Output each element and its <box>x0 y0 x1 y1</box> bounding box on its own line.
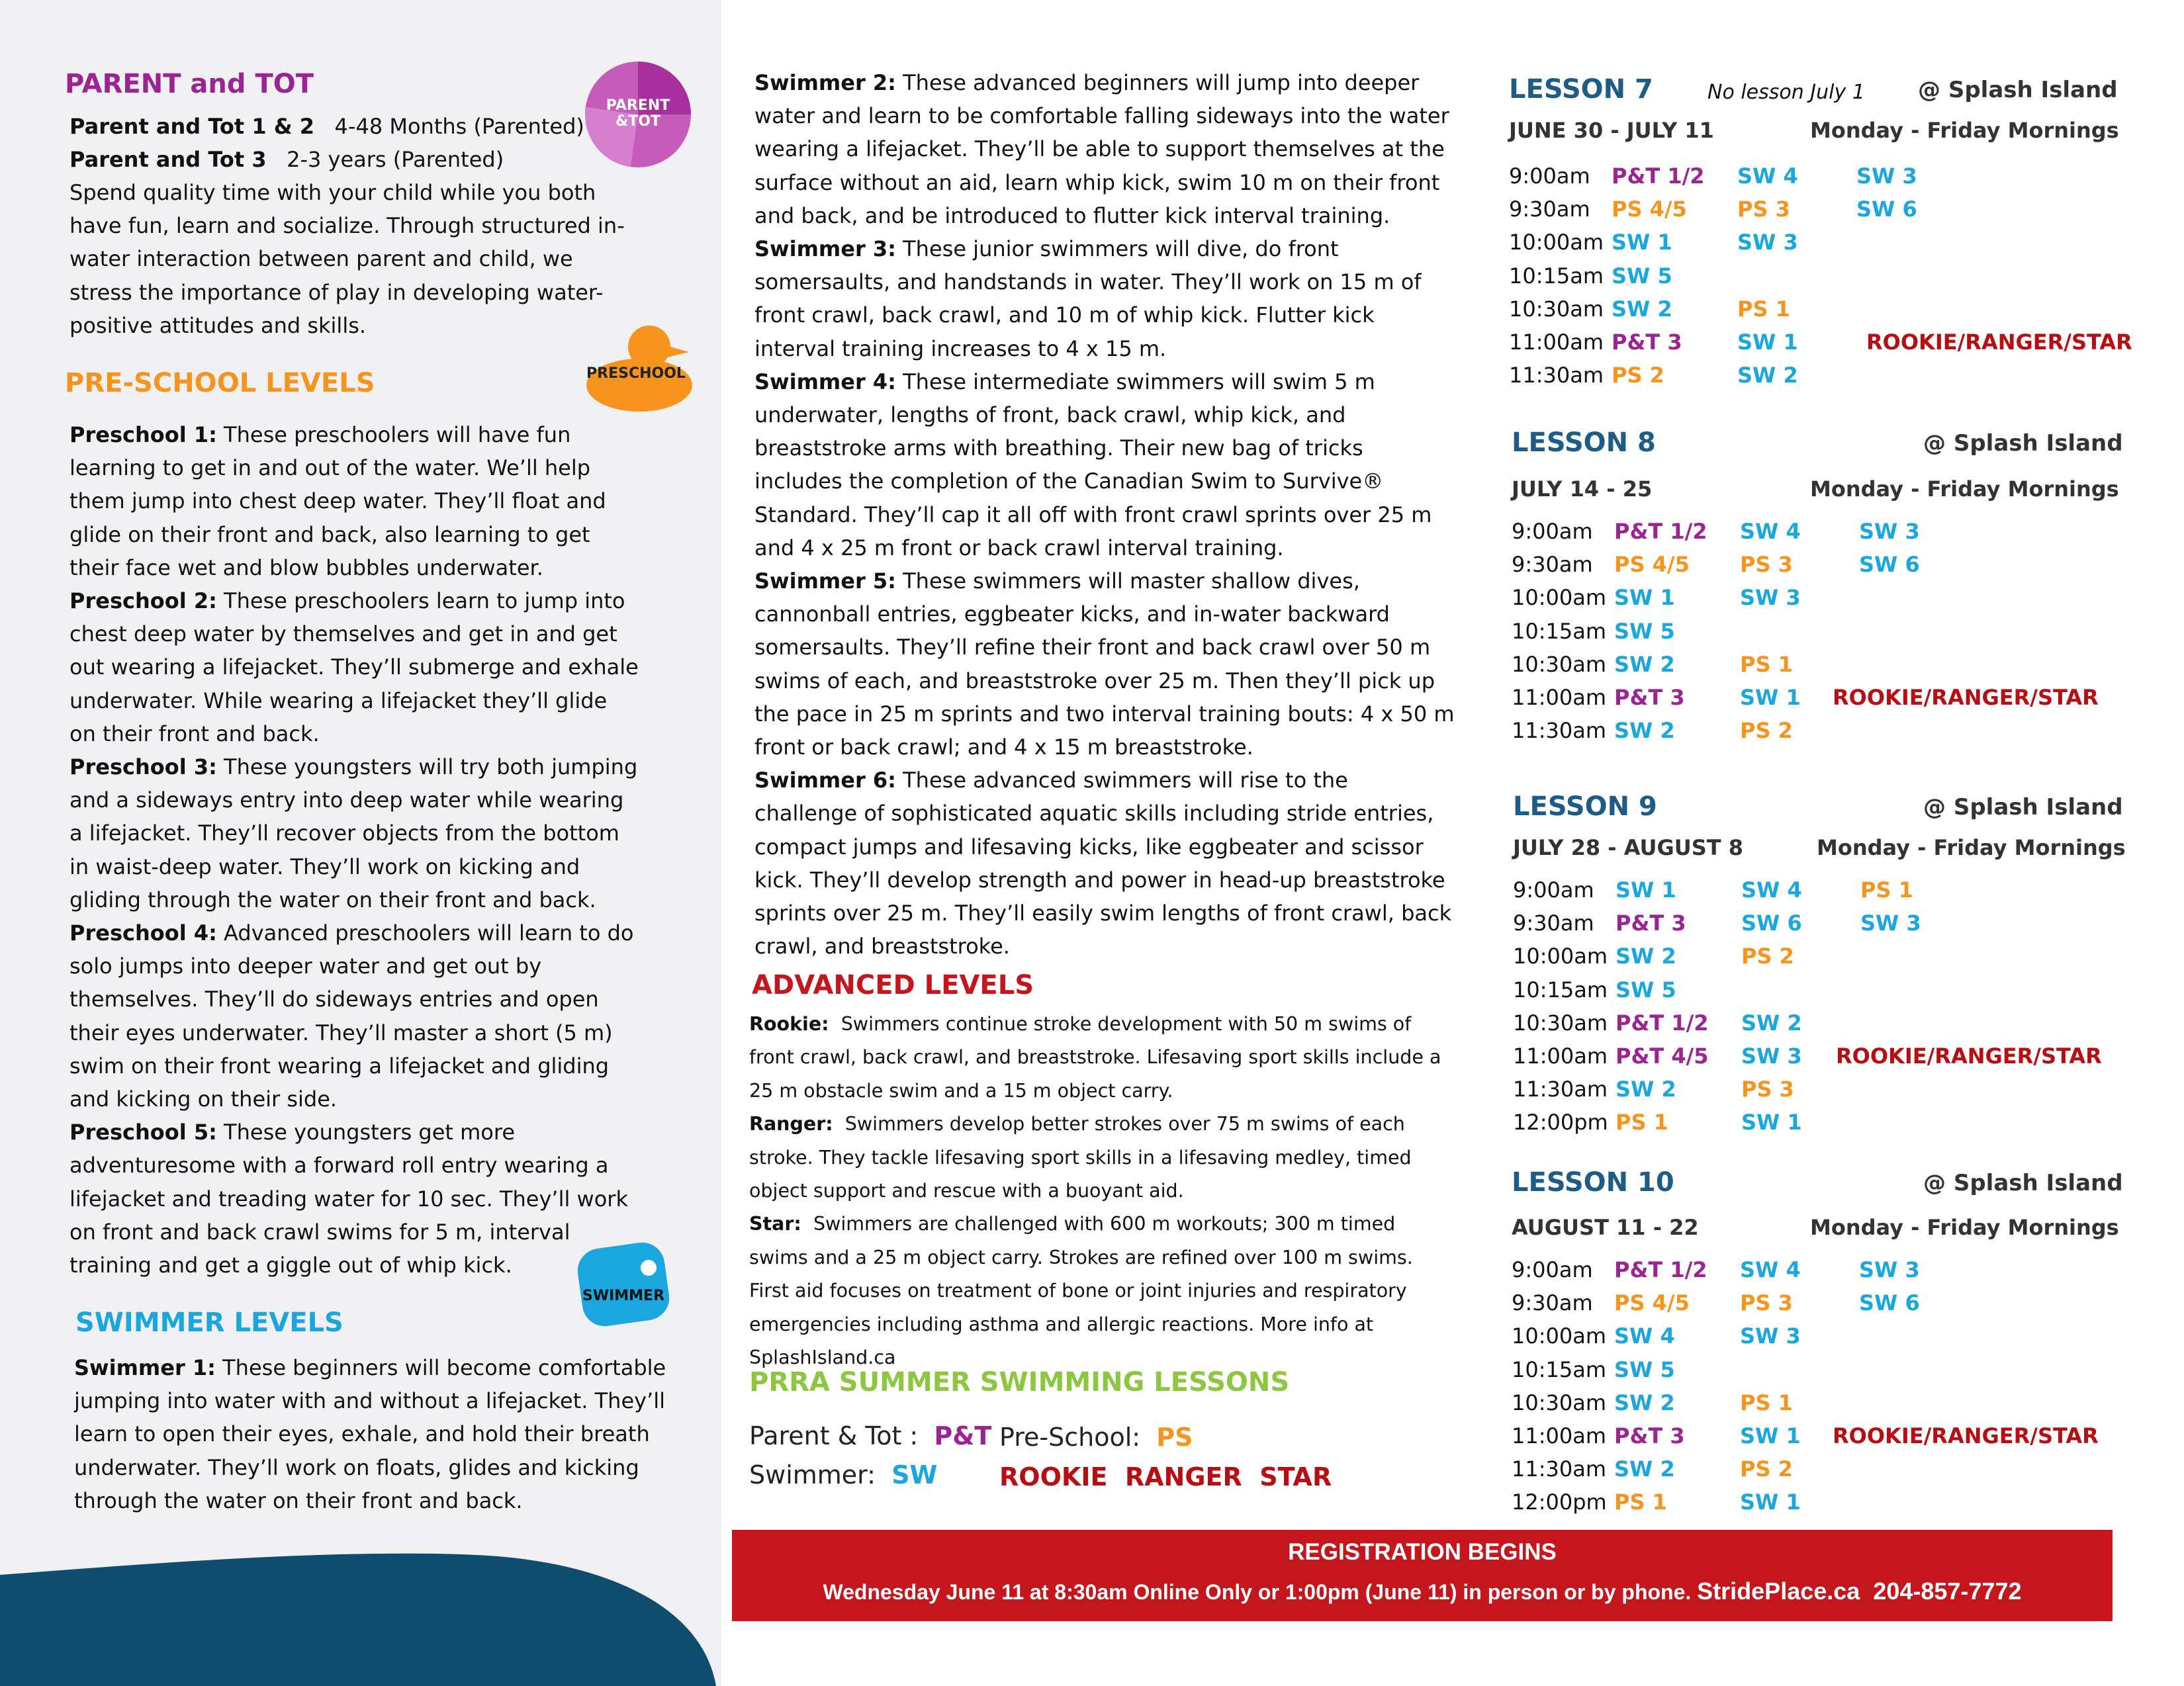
swimmer-list <box>754 66 1456 963</box>
schedule-time: 11:00am <box>1512 1423 1606 1448</box>
schedule-time: 11:00am <box>1512 685 1606 710</box>
class-code: SW 2 <box>1614 1390 1675 1415</box>
class-code: PS 3 <box>1737 197 1790 222</box>
class-code: PS 3 <box>1741 1077 1794 1102</box>
schedule-time: 11:30am <box>1509 363 1604 388</box>
schedule-time: 10:00am <box>1512 585 1606 611</box>
class-code: SW 5 <box>1614 1356 1675 1382</box>
class-code: PS 1 <box>1740 651 1793 677</box>
lesson-location: @ Splash Island <box>1918 77 2118 103</box>
parent-tot-badge-label: PARENT &TOT <box>606 97 670 130</box>
class-code: SW 6 <box>1859 552 1920 578</box>
schedule-row <box>1512 652 2140 685</box>
legend-ps: Pre-School: PS <box>999 1423 1193 1452</box>
schedule-time: 9:00am <box>1512 519 1593 544</box>
schedule-time: 10:30am <box>1509 296 1604 322</box>
class-code: ROOKIE/RANGER/STAR <box>1836 1043 2102 1069</box>
schedule-time: 10:30am <box>1513 1010 1608 1036</box>
schedule-time: 10:00am <box>1509 230 1604 255</box>
parent-tot-description: Spend quality time with your child while you both have fun, learn and socialize. Through structured in-water interaction between parent and child, we stress the importance of play in developing water-positive attitudes and skills. <box>69 180 625 338</box>
class-code: SW 3 <box>1737 230 1798 255</box>
lesson-schedule: Monday - Friday Mornings <box>1810 476 2119 502</box>
class-code: P&T 1/2 <box>1614 1257 1707 1282</box>
class-code: SW 2 <box>1615 1077 1676 1102</box>
schedule-time: 10:15am <box>1512 618 1606 644</box>
class-code: SW 3 <box>1859 1257 1920 1282</box>
lesson-location: @ Splash Island <box>1923 430 2123 457</box>
schedule-row <box>1513 1110 2142 1143</box>
class-code: PS 1 <box>1615 1110 1668 1135</box>
class-code: ROOKIE/RANGER/STAR <box>1866 330 2132 355</box>
schedule-time: 11:00am <box>1513 1043 1608 1069</box>
swimmer-badge <box>564 1241 683 1327</box>
class-code: PS 1 <box>1737 296 1790 322</box>
lesson-title: LESSON 10 <box>1512 1167 1674 1198</box>
preschool-badge-label: PRESCHOOL <box>586 365 686 382</box>
class-code: SW 2 <box>1614 718 1675 744</box>
class-code: ROOKIE/RANGER/STAR <box>1833 685 2099 710</box>
class-code: SW 1 <box>1740 1489 1801 1515</box>
class-code: PS 1 <box>1740 1390 1793 1415</box>
schedule-time: 10:00am <box>1513 944 1608 969</box>
schedule-time: 9:30am <box>1509 197 1590 222</box>
class-code: SW 4 <box>1741 877 1802 903</box>
class-code: SW 6 <box>1859 1290 1920 1316</box>
advanced-item: Rookie: Swimmers continue stroke development with 50 m swims of front crawl, back crawl, and breaststroke. Lifesaving sport skills include a 25 m obstacle swim and a 15 m object carry. <box>749 1013 1441 1102</box>
class-code: SW 4 <box>1740 519 1801 544</box>
advanced-title: ADVANCED LEVELS <box>752 970 1034 1000</box>
schedule-row <box>1512 519 2140 552</box>
class-code: SW 1 <box>1615 877 1676 903</box>
schedule-row <box>1512 552 2140 585</box>
lesson-note: No lesson July 1 <box>1707 81 1865 104</box>
lesson-dates: JULY 28 - AUGUST 8 <box>1513 835 1743 860</box>
class-code: SW 2 <box>1737 363 1798 388</box>
class-code: PS 2 <box>1740 1456 1793 1482</box>
class-code: SW 4 <box>1614 1323 1675 1349</box>
schedule-row <box>1509 163 2138 197</box>
class-code: SW 6 <box>1741 910 1802 936</box>
advanced-item: Ranger: Swimmers develop better strokes over 75 m swims of each stroke. They tackle lifesaving sport skills in a lifesaving medley, timed object support and rescue with a buoyant aid. <box>749 1113 1412 1202</box>
schedule-row <box>1513 910 2142 944</box>
schedule-time: 11:30am <box>1513 1077 1608 1102</box>
class-code: SW 2 <box>1612 296 1672 322</box>
lesson-schedule: Monday - Friday Mornings <box>1810 1215 2119 1240</box>
schedule-row <box>1513 944 2142 977</box>
schedule-row <box>1512 1323 2140 1356</box>
schedule-row <box>1512 1456 2140 1489</box>
preschool-item: Preschool 3: These youngsters will try both jumping and a sideways entry into deep water while wearing a lifejacket. They’ll recover objects from the bottom in waist-deep water. They’ll work on kicking and gliding through the water on their front and back. <box>69 754 638 912</box>
schedule-row <box>1513 1010 2142 1043</box>
lesson-dates: JUNE 30 - JULY 11 <box>1509 118 1714 143</box>
advanced-list <box>749 1008 1457 1374</box>
schedule-row <box>1512 1257 2140 1290</box>
class-code: SW 3 <box>1741 1043 1802 1069</box>
schedule-time: 11:30am <box>1512 718 1606 744</box>
registration-details: Wednesday June 11 at 8:30am Online Only or 1:00pm (June 11) in person or by phone. StridePlace.ca 204-857-7772 <box>823 1577 2022 1605</box>
class-code: P&T 1/2 <box>1612 163 1705 189</box>
lesson-schedule: Monday - Friday Mornings <box>1817 835 2126 860</box>
class-code: PS 2 <box>1740 718 1793 744</box>
class-code: SW 2 <box>1614 1456 1675 1482</box>
schedule-time: 9:00am <box>1513 877 1594 903</box>
swimmer-title: SWIMMER LEVELS <box>75 1308 343 1338</box>
schedule-row <box>1509 296 2138 330</box>
wave-decoration <box>0 1548 721 1686</box>
schedule-time: 12:00pm <box>1513 1110 1608 1135</box>
legend-sw: Swimmer: SW <box>749 1460 938 1489</box>
schedule-time: 9:00am <box>1512 1257 1593 1282</box>
class-code: SW 3 <box>1860 910 1921 936</box>
class-code: SW 2 <box>1615 944 1676 969</box>
schedule-row <box>1512 1390 2140 1423</box>
schedule-row <box>1512 1357 2140 1390</box>
schedule-time: 9:30am <box>1512 1290 1593 1316</box>
schedule-row <box>1512 619 2140 652</box>
class-code: SW 4 <box>1740 1257 1801 1282</box>
class-code: PS 4/5 <box>1614 552 1690 578</box>
class-code: SW 4 <box>1737 163 1798 189</box>
schedule-row <box>1513 977 2142 1010</box>
class-code: PS 3 <box>1740 1290 1793 1316</box>
class-code: PS 1 <box>1860 877 1913 903</box>
swimmer-item: Swimmer 6: These advanced swimmers will rise to the challenge of sophisticated aquatic skills including stride entries, compact jumps and lifesaving kicks, like eggbeater and scissor kick. They’ll develop strength and power in head-up breaststroke sprints over 25 m. They’ll easily swim lengths of front crawl, back crawl, and breaststroke. <box>754 768 1452 959</box>
lesson-title: LESSON 9 <box>1513 791 1657 822</box>
lesson-location: @ Splash Island <box>1923 1170 2123 1196</box>
class-code: SW 3 <box>1856 163 1917 189</box>
preschool-title: PRE-SCHOOL LEVELS <box>65 368 375 398</box>
parent-tot-line-1: Parent and Tot 1 & 2 4-48 Months (Parented) <box>69 114 584 139</box>
swimmer-item: Swimmer 3: These junior swimmers will dive, do front somersaults, and handstands in water. They’ll work on 15 m of front crawl, back crawl, and 10 m of whip kick. Flutter kick interval training increases to 4 x 15 m. <box>754 236 1422 361</box>
class-code: PS 2 <box>1741 944 1794 969</box>
schedule-time: 9:30am <box>1512 552 1593 578</box>
schedule-time: 10:00am <box>1512 1323 1606 1349</box>
swimmer-item: Swimmer 1: These beginners will become comfortable jumping into water with and without a lifejacket. They’ll learn to open their eyes, exhale, and hold their breath underwater. They’ll work on floats, glides and kicking through the water on their front and back. <box>74 1355 666 1513</box>
swimmer-item: Swimmer 5: These swimmers will master shallow dives, cannonball entries, eggbeater kicks, and in-water backward somersaults. They’ll refine their front and back crawl over 50 m swims of each, and breaststroke over 25 m. Then they’ll pick up the pace in 25 m sprints and two interval training bouts: 4 x 50 m front or back crawl; and 4 x 15 m breaststroke. <box>754 568 1455 760</box>
schedule-time: 10:30am <box>1512 651 1606 677</box>
schedule-time: 9:30am <box>1513 910 1594 936</box>
lesson-schedule: Monday - Friday Mornings <box>1810 118 2119 143</box>
schedule-row <box>1513 1077 2142 1110</box>
schedule-time: 10:30am <box>1512 1390 1606 1415</box>
class-code: P&T 1/2 <box>1614 519 1707 544</box>
lesson-location: @ Splash Island <box>1923 794 2123 821</box>
preschool-item: Preschool 2: These preschoolers learn to jump into chest deep water by themselves and get in and get out wearing a lifejacket. They’ll submerge and exhale underwater. While wearing a lifejacket they’ll glide on their front and back. <box>69 588 639 746</box>
preschool-item: Preschool 4: Advanced preschoolers will learn to do solo jumps into deeper water and get out by themselves. They’ll do sideways entries and open their eyes underwater. They’ll master a short (5 m) swim on their front wearing a lifejacket and gliding and kicking on their side. <box>69 920 634 1112</box>
schedule-row <box>1509 363 2138 396</box>
schedule-time: 10:15am <box>1512 1356 1606 1382</box>
class-code: SW 1 <box>1740 1423 1801 1448</box>
class-code: P&T 3 <box>1615 910 1686 936</box>
schedule-row <box>1509 230 2138 263</box>
registration-contact: StridePlace.ca 204-857-7772 <box>1697 1577 2022 1605</box>
class-code: SW 5 <box>1614 618 1675 644</box>
schedule-row <box>1509 263 2138 296</box>
schedule-row <box>1512 585 2140 618</box>
schedule-row <box>1512 685 2140 718</box>
lesson-dates: AUGUST 11 - 22 <box>1512 1215 1699 1240</box>
advanced-item: Star: Swimmers are challenged with 600 m workouts; 300 m timed swims and a 25 m object carry. Strokes are refined over 100 m swims. First aid focuses on treatment of bone or joint injuries and respiratory emergencies including asthma and allergic reactions. More info at SplashIsland.ca <box>749 1213 1413 1369</box>
class-code: SW 2 <box>1741 1010 1802 1036</box>
lesson-title: LESSON 8 <box>1512 427 1656 458</box>
preschool-list <box>69 418 639 1282</box>
schedule-time: 10:15am <box>1513 977 1608 1002</box>
class-code: PS 2 <box>1612 363 1664 388</box>
schedule-row <box>1512 1290 2140 1323</box>
class-code: SW 5 <box>1612 263 1672 288</box>
class-code: SW 1 <box>1741 1110 1802 1135</box>
class-code: SW 1 <box>1612 230 1672 255</box>
swimmer-badge-label: SWIMMER <box>582 1288 665 1304</box>
registration-banner <box>732 1530 2113 1621</box>
class-code: SW 1 <box>1740 685 1801 710</box>
class-code: SW 3 <box>1859 519 1920 544</box>
parent-tot-title: PARENT and TOT <box>65 69 314 99</box>
class-code: SW 1 <box>1614 585 1675 611</box>
class-code: SW 2 <box>1614 651 1675 677</box>
schedule-time: 9:00am <box>1509 163 1590 189</box>
class-code: SW 6 <box>1856 197 1917 222</box>
lesson-dates: JULY 14 - 25 <box>1512 476 1653 502</box>
schedule-time: 11:00am <box>1509 330 1604 355</box>
schedule-row <box>1509 197 2138 230</box>
parent-tot-lines <box>69 110 652 176</box>
class-code: SW 3 <box>1740 1323 1801 1349</box>
class-code: PS 4/5 <box>1612 197 1687 222</box>
schedule-row <box>1509 330 2138 363</box>
preschool-item: Preschool 1: These preschoolers will have fun learning to get in and out of the water. We’ll help them jump into chest deep water. They’ll float and glide on their front and back, also learning to get their face wet and blow bubbles underwater. <box>69 422 606 580</box>
lesson-title: LESSON 7 <box>1509 74 1653 105</box>
legend-advanced: ROOKIE RANGER STAR <box>999 1462 1332 1491</box>
class-code: SW 3 <box>1740 585 1801 611</box>
class-code: PS 4/5 <box>1614 1290 1690 1316</box>
class-code: PS 1 <box>1614 1489 1667 1515</box>
schedule-time: 10:15am <box>1509 263 1604 288</box>
class-code: ROOKIE/RANGER/STAR <box>1833 1423 2099 1448</box>
class-code: P&T 3 <box>1614 1423 1685 1448</box>
schedule-time: 11:30am <box>1512 1456 1606 1482</box>
schedule-row <box>1512 1423 2140 1456</box>
legend-pt: Parent & Tot : P&T <box>749 1421 992 1450</box>
schedule-time: 12:00pm <box>1512 1489 1607 1515</box>
parent-tot-line-2: Parent and Tot 3 2-3 years (Parented) <box>69 147 504 173</box>
class-code: PS 3 <box>1740 552 1793 578</box>
class-code: P&T 3 <box>1614 685 1685 710</box>
swimmer-1-text <box>74 1351 670 1517</box>
schedule-row <box>1512 718 2140 751</box>
class-code: P&T 1/2 <box>1615 1010 1709 1036</box>
preschool-badge <box>573 319 699 412</box>
schedule-row <box>1513 877 2142 910</box>
class-code: P&T 3 <box>1612 330 1682 355</box>
legend-title: PRRA SUMMER SWIMMING LESSONS <box>749 1367 1290 1398</box>
schedule-row <box>1513 1043 2142 1077</box>
swimmer-item: Swimmer 2: These advanced beginners will jump into deeper water and learn to be comfortable falling sideways into the water wearing a lifejacket. They’ll be able to support themselves at the surface without an aid, learn whip kick, swim 10 m on their front and back, and be introduced to flutter kick interval training. <box>754 70 1449 228</box>
class-code: P&T 4/5 <box>1615 1043 1709 1069</box>
swimmer-icon <box>564 1241 683 1327</box>
registration-title: REGISTRATION BEGINS <box>1288 1539 1557 1565</box>
preschool-item: Preschool 5: These youngsters get more adventuresome with a forward roll entry wearing a lifejacket and treading water for 10 sec. They’ll work on front and back crawl swims for 5 m, interval training and get a giggle out of whip kick. <box>69 1120 628 1278</box>
class-code: SW 1 <box>1737 330 1798 355</box>
schedule-row <box>1512 1489 2140 1523</box>
swimmer-item: Swimmer 4: These intermediate swimmers will swim 5 m underwater, lengths of front, back crawl, whip kick, and breaststroke arms with breathing. Their new bag of tricks includes the completion of the Canadian Swim to Survive® Standard. They’ll cap it all off with front crawl sprints over 25 m and 4 x 25 m front or back crawl interval training. <box>754 369 1432 560</box>
class-code: SW 5 <box>1615 977 1676 1002</box>
